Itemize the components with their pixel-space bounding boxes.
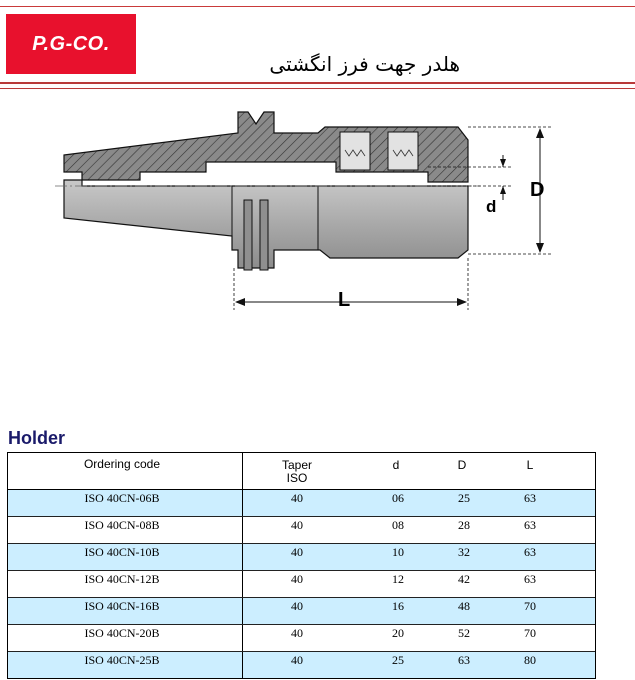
table-row bbox=[8, 517, 595, 544]
table-header bbox=[8, 453, 595, 490]
cell-taper: 40 bbox=[291, 599, 303, 613]
cell-taper: 40 bbox=[291, 653, 303, 667]
table-row bbox=[8, 652, 595, 678]
cell-D: 32 bbox=[458, 545, 470, 559]
set-screw-right bbox=[388, 132, 418, 170]
cell-d: 06 bbox=[392, 491, 404, 505]
header-L: L bbox=[526, 458, 534, 472]
header-divider bbox=[0, 82, 635, 84]
top-rule bbox=[0, 6, 635, 7]
cell-d: 12 bbox=[392, 572, 404, 586]
cell-d: 25 bbox=[392, 653, 404, 667]
cell-L: 80 bbox=[524, 653, 536, 667]
cell-ordering-code: ISO 40CN-06B bbox=[84, 491, 160, 505]
table-row bbox=[8, 571, 595, 598]
cell-ordering-code: ISO 40CN-08B bbox=[84, 518, 160, 532]
label-L: L bbox=[338, 289, 351, 311]
cell-D: 63 bbox=[458, 653, 470, 667]
cell-taper: 40 bbox=[291, 518, 303, 532]
header-d: d bbox=[392, 458, 400, 472]
cell-D: 25 bbox=[458, 491, 470, 505]
logo-text: P.G-CO. bbox=[32, 32, 110, 55]
table-row bbox=[8, 544, 595, 571]
cell-d: 08 bbox=[392, 518, 404, 532]
header-taper-line2: ISO bbox=[286, 471, 308, 485]
header-ordering-code: Ordering code bbox=[83, 457, 161, 471]
cell-ordering-code: ISO 40CN-25B bbox=[84, 653, 160, 667]
holder-technical-drawing bbox=[0, 90, 635, 330]
cell-L: 63 bbox=[524, 518, 536, 532]
cell-taper: 40 bbox=[291, 626, 303, 640]
cell-taper: 40 bbox=[291, 545, 303, 559]
table-body bbox=[8, 490, 595, 678]
cell-L: 70 bbox=[524, 599, 536, 613]
header-taper bbox=[273, 459, 321, 485]
cell-D: 52 bbox=[458, 626, 470, 640]
section-heading: Holder bbox=[8, 428, 66, 448]
label-D: D bbox=[530, 179, 545, 201]
cell-ordering-code: ISO 40CN-10B bbox=[84, 545, 160, 559]
dimension-D bbox=[468, 127, 552, 254]
cell-d: 20 bbox=[392, 626, 404, 640]
header-taper-line1: Taper bbox=[281, 458, 313, 472]
cell-d: 16 bbox=[392, 599, 404, 613]
table-row bbox=[8, 598, 595, 625]
holder-body-lower bbox=[64, 180, 468, 270]
cell-L: 63 bbox=[524, 572, 536, 586]
table-row bbox=[8, 625, 595, 652]
cell-d: 10 bbox=[392, 545, 404, 559]
holder-section-upper bbox=[64, 112, 468, 182]
table-row bbox=[8, 490, 595, 517]
cell-ordering-code: ISO 40CN-20B bbox=[84, 626, 160, 640]
cell-L: 63 bbox=[524, 491, 536, 505]
cell-ordering-code: ISO 40CN-16B bbox=[84, 599, 160, 613]
spec-table bbox=[7, 452, 596, 679]
cell-D: 42 bbox=[458, 572, 470, 586]
page-title: هلدر جهت فرز انگشتی bbox=[269, 52, 460, 76]
cell-D: 28 bbox=[458, 518, 470, 532]
company-logo bbox=[6, 14, 136, 74]
header-D: D bbox=[457, 458, 467, 472]
cell-ordering-code: ISO 40CN-12B bbox=[84, 572, 160, 586]
cell-L: 70 bbox=[524, 626, 536, 640]
label-d: d bbox=[486, 197, 497, 216]
cell-taper: 40 bbox=[291, 491, 303, 505]
cell-L: 63 bbox=[524, 545, 536, 559]
set-screw-left bbox=[340, 132, 370, 170]
header-divider-thin bbox=[0, 88, 635, 89]
cell-D: 48 bbox=[458, 599, 470, 613]
cell-taper: 40 bbox=[291, 572, 303, 586]
